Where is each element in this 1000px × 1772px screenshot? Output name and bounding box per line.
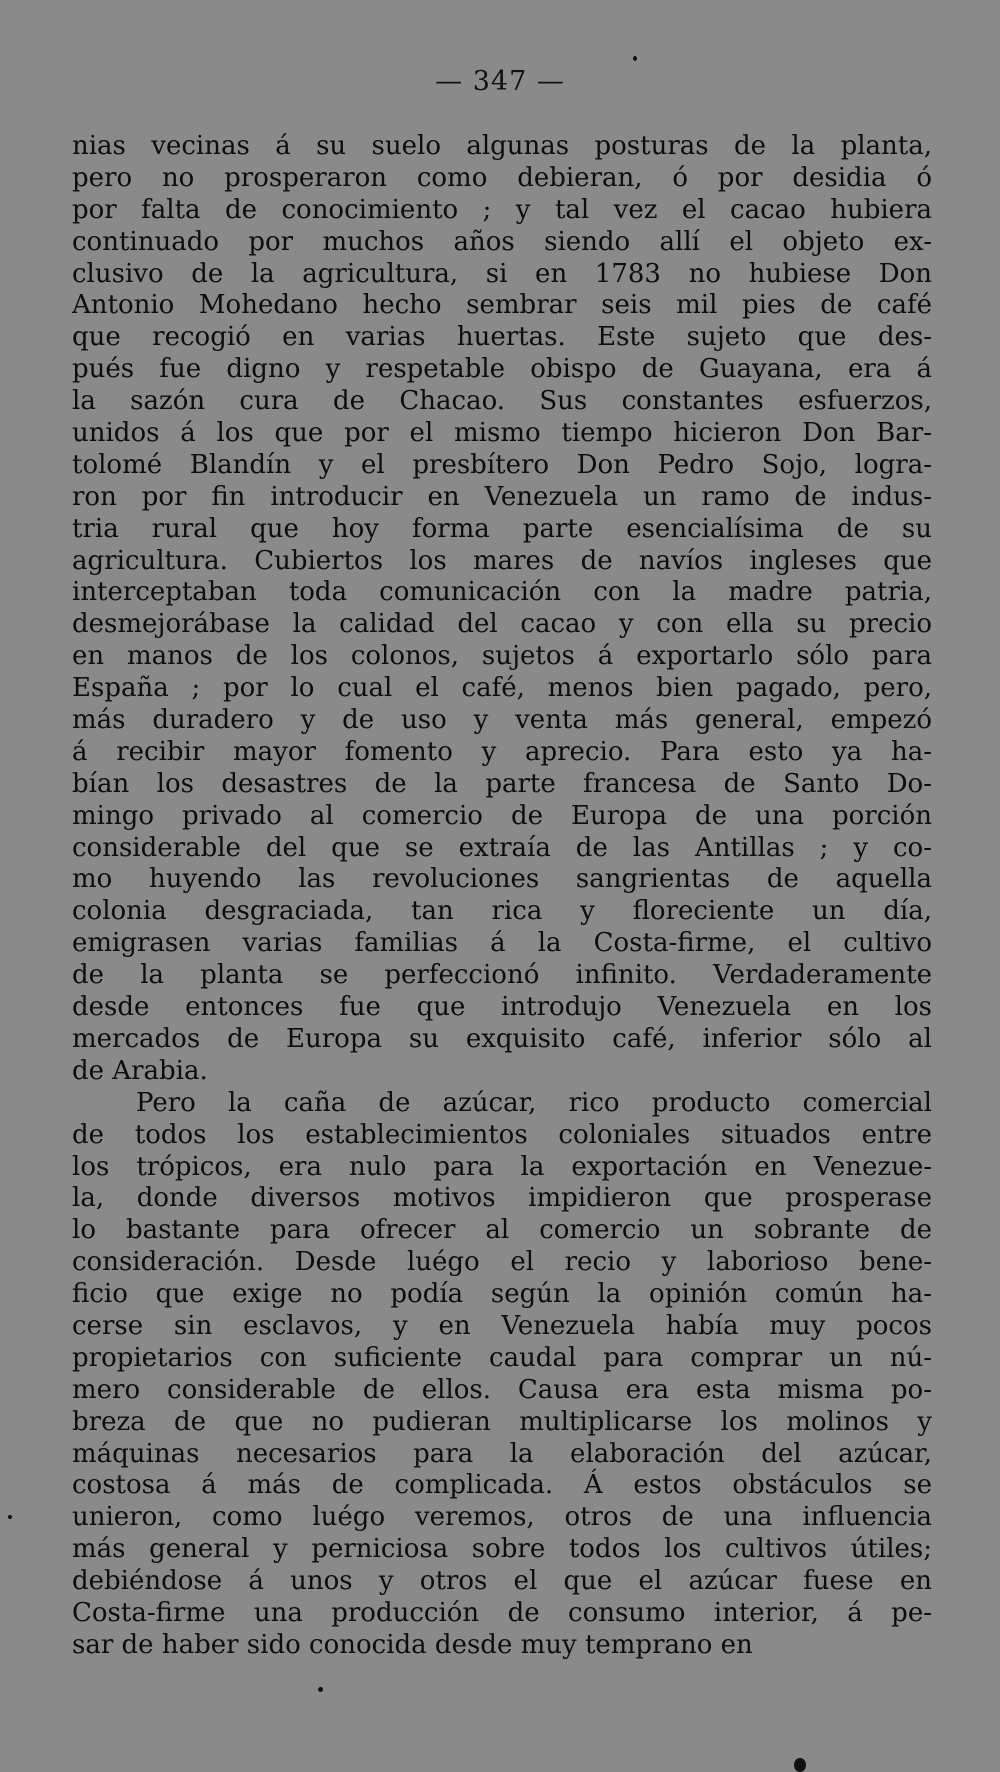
text-line: la sazón cura de Chacao. Sus constantes esfuerzos, <box>72 386 932 417</box>
text-line: lo bastante para ofrecer al comercio un sobrante de <box>72 1215 932 1246</box>
text-line: unieron, como luégo veremos, otros de una influencia <box>72 1502 932 1533</box>
text-line: á recibir mayor fomento y aprecio. Para esto ya ha- <box>72 736 932 767</box>
text-line: la, donde diversos motivos impidieron que prosperase <box>72 1183 932 1214</box>
text-line: propietarios con suficiente caudal para comprar un nú- <box>72 1342 932 1373</box>
text-line: emigrasen varias familias á la Costa-firme, el cultivo <box>72 928 932 959</box>
text-line: cerse sin esclavos, y en Venezuela había muy pocos <box>72 1310 932 1341</box>
text-line: más duradero y de uso y venta más general, empezó <box>72 705 932 736</box>
text-line: colonia desgraciada, tan rica y floreciente un día, <box>72 896 932 927</box>
ink-speck <box>794 1758 806 1772</box>
text-line: bían los desastres de la parte francesa de Santo Do- <box>72 768 932 799</box>
text-line: debiéndose á unos y otros el que el azúcar fuese en <box>72 1566 932 1597</box>
text-line: los trópicos, era nulo para la exportación en Venezue- <box>72 1151 932 1182</box>
text-line: mingo privado al comercio de Europa de una porción <box>72 800 932 831</box>
text-line: agricultura. Cubiertos los mares de navíos ingleses que <box>72 545 932 576</box>
text-line: de Arabia. <box>72 1055 208 1086</box>
text-line: tolomé Blandín y el presbítero Don Pedro Sojo, logra- <box>72 449 932 480</box>
text-line: en manos de los colonos, sujetos á exportarlo sólo para <box>72 641 932 672</box>
text-line: unidos á los que por el mismo tiempo hicieron Don Bar- <box>72 418 932 449</box>
text-line: consideración. Desde luégo el recio y laborioso bene- <box>72 1247 932 1278</box>
text-line: mero considerable de ellos. Causa era esta misma po- <box>72 1374 932 1405</box>
text-line: considerable del que se extraía de las Antillas ; y co- <box>72 832 932 863</box>
text-line: Pero la caña de azúcar, rico producto comercial <box>136 1087 932 1118</box>
text-line: por falta de conocimiento ; y tal vez el cacao hubiera <box>72 194 932 225</box>
text-line: pués fue digno y respetable obispo de Guayana, era á <box>72 354 932 385</box>
text-line: interceptaban toda comunicación con la madre patria, <box>72 577 932 608</box>
text-line: continuado por muchos años siendo allí el objeto ex- <box>72 226 932 257</box>
text-line: ron por fin introducir en Venezuela un ramo de indus- <box>72 481 932 512</box>
paragraph-1 <box>72 131 932 1088</box>
text-line: costosa á más de complicada. Á estos obstáculos se <box>72 1470 932 1501</box>
text-line: nias vecinas á su suelo algunas posturas de la planta, <box>72 131 932 161</box>
ink-speck <box>633 56 637 61</box>
text-line: que recogió en varias huertas. Este sujeto que des- <box>72 322 932 353</box>
text-line: desmejorábase la calidad del cacao y con ella su precio <box>72 609 932 640</box>
text-line: España ; por lo cual el café, menos bien pagado, pero, <box>72 673 932 704</box>
text-line: más general y perniciosa sobre todos los cultivos útiles; <box>72 1534 932 1565</box>
text-line: Costa-firme una producción de consumo interior, á pe- <box>72 1597 932 1628</box>
text-line: ficio que exige no podía según la opinión común ha- <box>72 1279 932 1310</box>
body-text <box>72 131 932 1662</box>
text-line: tria rural que hoy forma parte esencialísima de su <box>72 513 932 544</box>
text-line: de la planta se perfeccionó infinito. Verdaderamente <box>72 960 932 991</box>
text-line: mercados de Europa su exquisito café, inferior sólo al <box>72 1023 932 1054</box>
text-line: sar de haber sido conocida desde muy temprano en <box>72 1629 753 1660</box>
text-line: breza de que no pudieran multiplicarse los molinos y <box>72 1406 932 1437</box>
page-number: — 347 — <box>435 66 565 97</box>
text-line: clusivo de la agricultura, si en 1783 no hubiese Don <box>72 258 932 289</box>
text-line: máquinas necesarios para la elaboración del azúcar, <box>72 1438 932 1469</box>
text-line: desde entonces fue que introdujo Venezuela en los <box>72 992 932 1023</box>
ink-speck <box>318 1687 323 1692</box>
text-line: Antonio Mohedano hecho sembrar seis mil pies de café <box>72 290 932 321</box>
paragraph-2 <box>72 1088 932 1662</box>
text-line: mo huyendo las revoluciones sangrientas de aquella <box>72 864 932 895</box>
text-line: de todos los establecimientos coloniales situados entre <box>72 1119 932 1150</box>
text-line: pero no prosperaron como debieran, ó por desidia ó <box>72 162 932 193</box>
ink-speck <box>8 1515 12 1519</box>
